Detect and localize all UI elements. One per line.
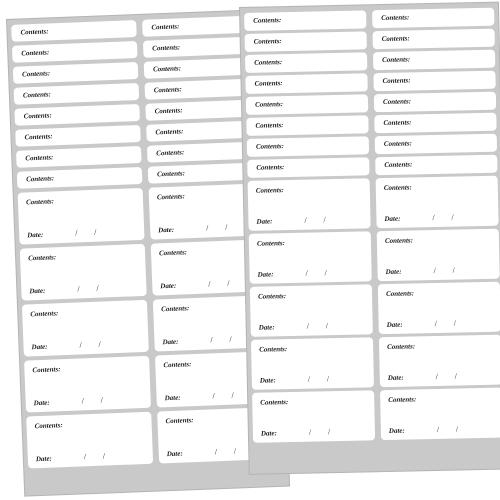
date-separator: / xyxy=(454,371,458,381)
contents-text: Contents: xyxy=(163,360,192,370)
date-separator: / xyxy=(436,424,440,434)
date-text: Date: xyxy=(387,373,404,382)
right-label-sheet xyxy=(240,3,500,474)
date-separator: / xyxy=(435,371,439,381)
date-separator: / xyxy=(75,228,78,238)
contents-text: Contents: xyxy=(30,309,59,319)
right-small-label xyxy=(375,134,497,155)
contents-text: Contents: xyxy=(165,416,194,426)
right-small-label xyxy=(375,155,497,176)
contents-text: Contents: xyxy=(385,289,415,299)
date-separator: / xyxy=(214,447,218,457)
date-separator: / xyxy=(224,222,228,232)
contents-text: Contents: xyxy=(23,111,52,121)
date-text: Date: xyxy=(162,337,179,347)
contents-text: Contents: xyxy=(158,248,188,258)
contents-text: Contents: xyxy=(21,69,51,79)
date-separator: / xyxy=(308,427,312,437)
contents-text: Contents: xyxy=(156,169,186,179)
date-separator: / xyxy=(96,283,99,293)
contents-text: Contents: xyxy=(152,43,181,53)
contents-text: Contents: xyxy=(255,142,285,151)
date-text: Date: xyxy=(258,323,275,332)
contents-text: Contents: xyxy=(20,27,49,37)
contents-text: Contents: xyxy=(383,118,412,128)
date-separator: / xyxy=(208,279,211,289)
contents-text: Contents: xyxy=(34,421,63,431)
right-large-label xyxy=(378,282,500,335)
right-small-label xyxy=(373,71,495,92)
right-large-label xyxy=(379,335,500,388)
right-small-label xyxy=(244,10,366,31)
contents-text: Contents: xyxy=(256,163,285,172)
date-text: Date: xyxy=(27,230,44,240)
date-separator: / xyxy=(305,268,308,278)
contents-text: Contents: xyxy=(256,239,286,248)
date-separator: / xyxy=(455,424,459,434)
right-small-label xyxy=(246,115,368,136)
contents-text: Contents: xyxy=(153,85,182,95)
right-small-label xyxy=(245,31,367,52)
left-large-label xyxy=(26,412,153,469)
contents-text: Contents: xyxy=(156,148,185,158)
contents-text: Contents: xyxy=(383,139,412,149)
date-separator: / xyxy=(453,318,456,328)
right-large-label xyxy=(376,176,499,229)
left-large-label xyxy=(20,244,147,301)
left-small-label xyxy=(15,125,141,147)
contents-text: Contents: xyxy=(383,183,412,193)
contents-text: Contents: xyxy=(28,253,57,263)
contents-text: Contents: xyxy=(259,345,288,354)
date-text: Date: xyxy=(29,286,46,296)
right-small-label xyxy=(246,94,368,115)
date-separator: / xyxy=(452,265,455,275)
left-large-label xyxy=(18,188,145,245)
date-separator: / xyxy=(434,318,437,328)
date-separator: / xyxy=(433,265,436,276)
date-separator: / xyxy=(79,340,82,350)
date-text: Date: xyxy=(388,426,405,435)
contents-text: Contents: xyxy=(32,365,61,375)
right-large-label xyxy=(380,388,500,441)
date-separator: / xyxy=(83,452,87,462)
contents-text: Contents: xyxy=(253,37,282,46)
date-text: Date: xyxy=(257,270,274,279)
contents-text: Contents: xyxy=(381,13,410,23)
date-separator: / xyxy=(77,284,80,294)
contents-text: Contents: xyxy=(22,90,52,100)
date-separator: / xyxy=(326,374,330,384)
date-separator: / xyxy=(233,446,237,456)
contents-text: Contents: xyxy=(257,292,287,301)
date-text: Date: xyxy=(166,449,183,459)
date-separator: / xyxy=(323,215,326,225)
date-separator: / xyxy=(325,321,329,331)
contents-text: Contents: xyxy=(21,48,50,58)
date-text: Date: xyxy=(259,376,276,385)
left-large-label xyxy=(22,300,149,357)
contents-text: Contents: xyxy=(154,106,183,116)
date-separator: / xyxy=(451,212,454,222)
left-small-label xyxy=(17,167,143,189)
contents-text: Contents: xyxy=(25,197,55,207)
contents-text: Contents: xyxy=(388,395,417,404)
contents-text: Contents: xyxy=(384,236,414,246)
contents-text: Contents: xyxy=(382,97,412,107)
date-text: Date: xyxy=(256,217,273,226)
right-large-label xyxy=(249,231,372,284)
date-separator: / xyxy=(227,278,230,288)
contents-text: Contents: xyxy=(161,304,190,314)
contents-text: Contents: xyxy=(24,132,53,142)
date-text: Date: xyxy=(384,214,401,224)
date-separator: / xyxy=(94,227,97,237)
contents-text: Contents: xyxy=(382,55,411,65)
date-separator: / xyxy=(324,268,327,278)
left-large-label xyxy=(24,356,151,413)
right-small-label xyxy=(247,136,369,157)
date-text: Date: xyxy=(385,267,402,277)
date-text: Date: xyxy=(160,281,177,291)
contents-text: Contents: xyxy=(152,64,182,74)
date-text: Date: xyxy=(158,225,175,235)
right-small-label xyxy=(247,157,369,178)
date-separator: / xyxy=(306,321,310,331)
contents-text: Contents: xyxy=(255,186,284,195)
date-text: Date: xyxy=(33,398,50,408)
right-label-grid xyxy=(244,8,500,469)
date-separator: / xyxy=(304,215,307,225)
contents-text: Contents: xyxy=(155,127,184,137)
right-small-label xyxy=(373,50,495,71)
date-separator: / xyxy=(205,223,209,233)
contents-text: Contents: xyxy=(254,79,283,88)
contents-text: Contents: xyxy=(25,153,54,163)
contents-text: Contents: xyxy=(384,160,413,170)
date-text: Date: xyxy=(260,429,277,438)
right-small-label xyxy=(374,113,496,134)
date-separator: / xyxy=(212,391,215,401)
date-separator: / xyxy=(98,339,101,349)
date-separator: / xyxy=(81,396,85,406)
date-text: Date: xyxy=(386,320,403,329)
date-text: Date: xyxy=(31,342,48,352)
right-large-label xyxy=(377,229,500,282)
right-small-label xyxy=(374,92,496,113)
date-separator: / xyxy=(102,451,106,461)
date-separator: / xyxy=(229,334,232,344)
contents-text: Contents: xyxy=(255,121,284,130)
left-small-label xyxy=(11,20,137,42)
right-large-label xyxy=(250,284,373,337)
right-large-label xyxy=(248,178,371,231)
right-large-label xyxy=(251,337,374,390)
date-separator: / xyxy=(210,335,213,345)
contents-text: Contents: xyxy=(25,174,55,184)
right-small-label xyxy=(245,73,367,94)
contents-text: Contents: xyxy=(253,16,282,25)
date-separator: / xyxy=(231,390,234,400)
date-text: Date: xyxy=(35,454,52,464)
left-small-label xyxy=(12,41,138,63)
right-large-label xyxy=(252,390,375,443)
date-text: Date: xyxy=(164,393,181,403)
contents-text: Contents: xyxy=(254,58,283,67)
contents-text: Contents: xyxy=(151,22,180,32)
left-small-label xyxy=(14,83,140,105)
date-separator: / xyxy=(307,374,311,384)
left-small-label xyxy=(14,104,140,126)
contents-text: Contents: xyxy=(254,100,284,109)
contents-text: Contents: xyxy=(382,76,411,86)
right-small-label xyxy=(373,29,495,50)
left-small-label xyxy=(16,146,142,168)
right-small-label xyxy=(245,52,367,73)
date-separator: / xyxy=(327,427,331,437)
contents-text: Contents: xyxy=(156,192,186,202)
contents-text: Contents: xyxy=(387,342,416,351)
date-separator: / xyxy=(432,212,435,223)
contents-text: Contents: xyxy=(260,398,289,407)
left-small-label xyxy=(13,62,139,84)
contents-text: Contents: xyxy=(381,34,410,44)
date-separator: / xyxy=(100,395,104,405)
right-small-label xyxy=(372,8,494,29)
